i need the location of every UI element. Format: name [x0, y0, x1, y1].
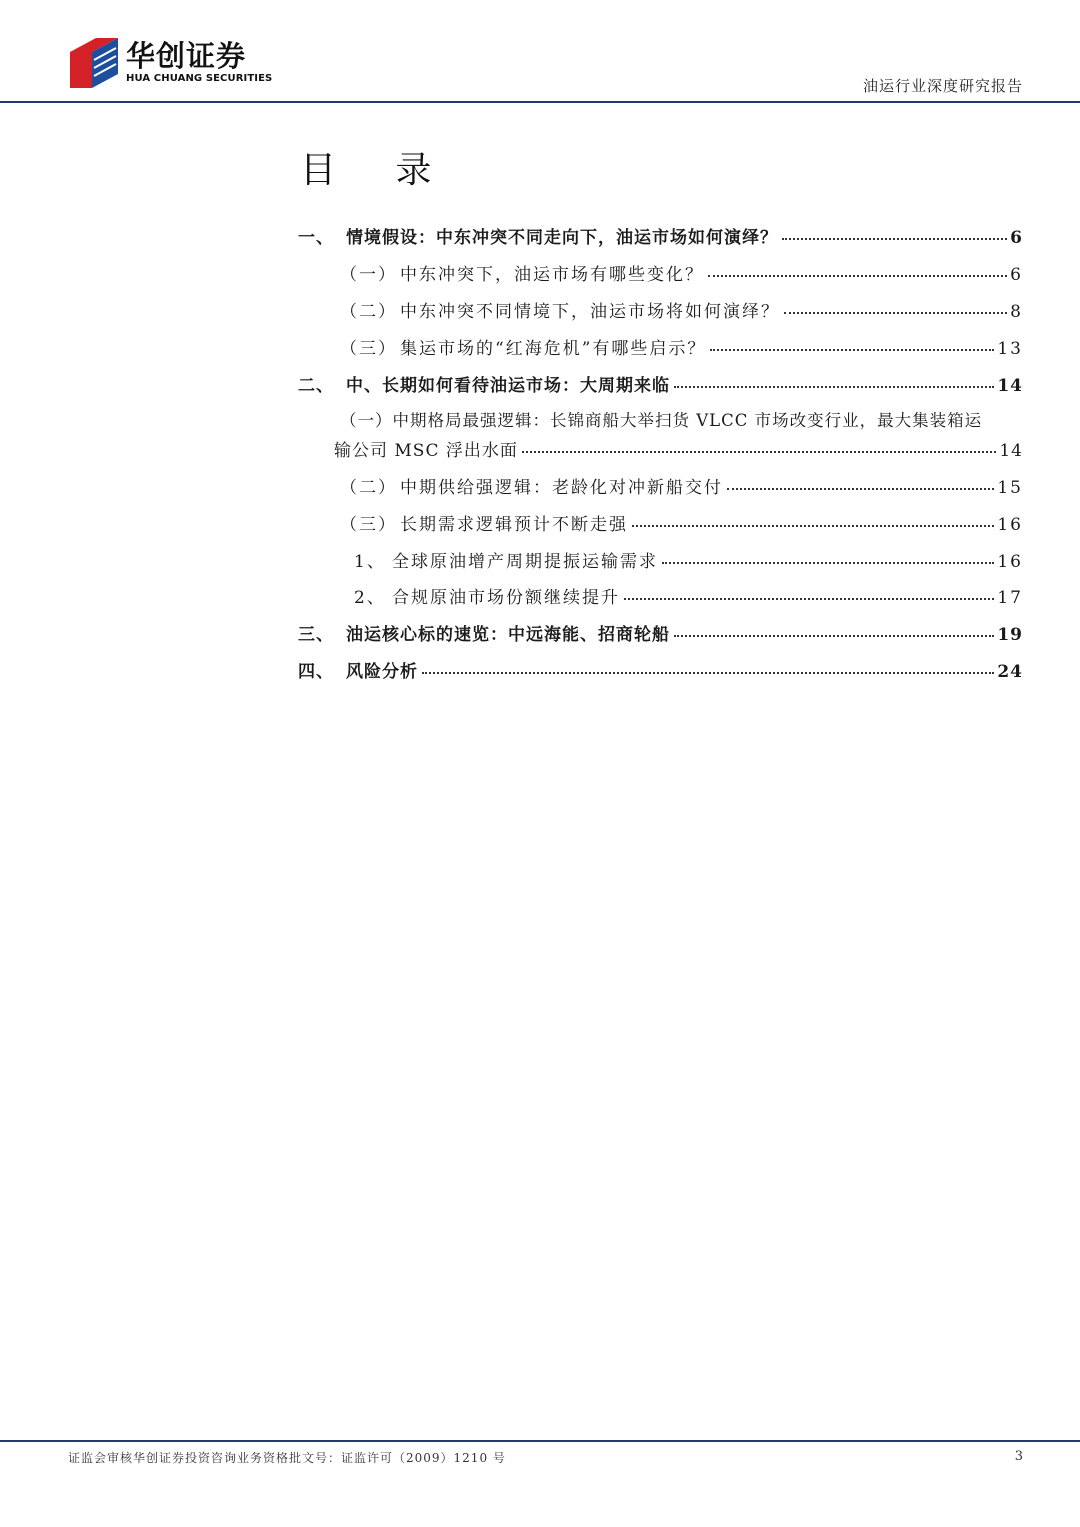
- toc-entry-page: 19: [997, 625, 1023, 645]
- toc-entry-text-continued: 输公司 MSC 浮出水面: [334, 441, 518, 461]
- toc-entry-text: 中东冲突不同情境下，油运市场将如何演绎？: [400, 302, 780, 322]
- toc-leader-dots: [727, 488, 994, 490]
- toc-entry-text: 中期供给强逻辑：老龄化对冲新船交付: [400, 478, 723, 498]
- toc-entry[interactable]: [340, 260, 1023, 285]
- toc-entry[interactable]: [298, 657, 1023, 682]
- toc-entry[interactable]: [354, 583, 1023, 608]
- toc-leader-dots: [674, 386, 994, 388]
- toc-entry-text: 集运市场的“红海危机”有哪些启示？: [400, 339, 707, 359]
- toc-entry-number: 一、: [298, 228, 334, 248]
- toc-entry-page: 6: [1010, 228, 1023, 248]
- toc-title: 目 录: [300, 150, 456, 191]
- toc-entry-text: 风险分析: [346, 662, 418, 682]
- toc-entry-text: 全球原油增产周期提振运输需求: [392, 552, 658, 572]
- toc-entry-page: 24: [997, 662, 1023, 682]
- toc-entry-page: 15: [997, 478, 1023, 498]
- toc-entry-text: 中期格局最强逻辑：长锦商船大举扫货 VLCC 市场改变行业，最大集装箱运: [392, 411, 983, 430]
- toc-leader-dots: [782, 238, 1007, 240]
- toc-entry[interactable]: [340, 473, 1023, 498]
- toc-entry-number: 二、: [298, 376, 334, 396]
- toc-entry-text: 油运核心标的速览：中远海能、招商轮船: [346, 625, 670, 645]
- toc-entry-page: 8: [1010, 302, 1023, 322]
- toc-entry-page: 14: [997, 376, 1023, 396]
- toc-entry-number: 三、: [298, 625, 334, 645]
- toc-leader-dots: [624, 598, 994, 600]
- toc-entry-text: 中东冲突下，油运市场有哪些变化？: [400, 265, 704, 285]
- toc-leader-dots: [708, 275, 1007, 277]
- toc-entry-page: 16: [997, 552, 1023, 572]
- toc-entry[interactable]: [298, 371, 1023, 396]
- hua-chuang-logo-icon: [70, 38, 120, 88]
- footer-license-text: 证监会审核华创证券投资咨询业务资格批文号：证监许可（2009）1210 号: [68, 1451, 506, 1465]
- toc-leader-dots: [422, 672, 994, 674]
- header-divider: [0, 101, 1080, 103]
- toc-entry-number: 1、: [354, 552, 386, 572]
- toc-entry[interactable]: [298, 620, 1023, 645]
- logo-cn-text: 华创证券: [126, 39, 247, 73]
- toc-entry-page: 13: [997, 339, 1023, 359]
- logo-en-text: HUA CHUANG SECURITIES: [126, 73, 273, 84]
- toc-entry-page: 17: [997, 588, 1023, 608]
- toc-entry-text: 长期需求逻辑预计不断走强: [400, 515, 628, 535]
- toc-leader-dots: [674, 635, 994, 637]
- toc-entry-text: 情境假设：中东冲突不同走向下，油运市场如何演绎？: [346, 228, 778, 248]
- toc-entry-number: 四、: [298, 662, 334, 682]
- company-logo: [70, 38, 273, 88]
- toc-entry-number: （一）: [340, 265, 397, 285]
- toc-entry[interactable]: [340, 510, 1023, 535]
- toc-entry-first-line[interactable]: [340, 407, 982, 431]
- toc-leader-dots: [710, 349, 994, 351]
- toc-leader-dots: [522, 451, 996, 453]
- toc-entry-page: 6: [1010, 265, 1023, 285]
- toc-entry[interactable]: [340, 297, 1023, 322]
- report-type: 油运行业深度研究报告: [862, 77, 1023, 95]
- toc-leader-dots: [632, 525, 994, 527]
- toc-entry-number: （三）: [340, 339, 397, 359]
- toc-leader-dots: [784, 312, 1007, 314]
- page-number: 3: [1014, 1449, 1023, 1464]
- toc-entry[interactable]: [354, 547, 1023, 572]
- toc-entry-page: 16: [997, 515, 1023, 535]
- toc-entry-number: （二）: [340, 302, 397, 322]
- page-header: [0, 0, 1080, 104]
- toc-leader-dots: [662, 562, 994, 564]
- toc-entry-number: （三）: [340, 515, 397, 535]
- toc-entry-number: （二）: [340, 478, 397, 498]
- toc-entry-text: 合规原油市场份额继续提升: [392, 588, 620, 608]
- footer-divider: [0, 1440, 1080, 1442]
- toc-entry[interactable]: [340, 334, 1023, 359]
- toc-entry[interactable]: [298, 223, 1023, 248]
- toc-entry[interactable]: [334, 436, 1023, 461]
- toc-entry-number: （一）: [340, 411, 393, 430]
- toc-entry-number: 2、: [354, 588, 386, 608]
- toc-entry-text: 中、长期如何看待油运市场：大周期来临: [346, 376, 670, 396]
- toc-entry-page: 14: [999, 441, 1023, 461]
